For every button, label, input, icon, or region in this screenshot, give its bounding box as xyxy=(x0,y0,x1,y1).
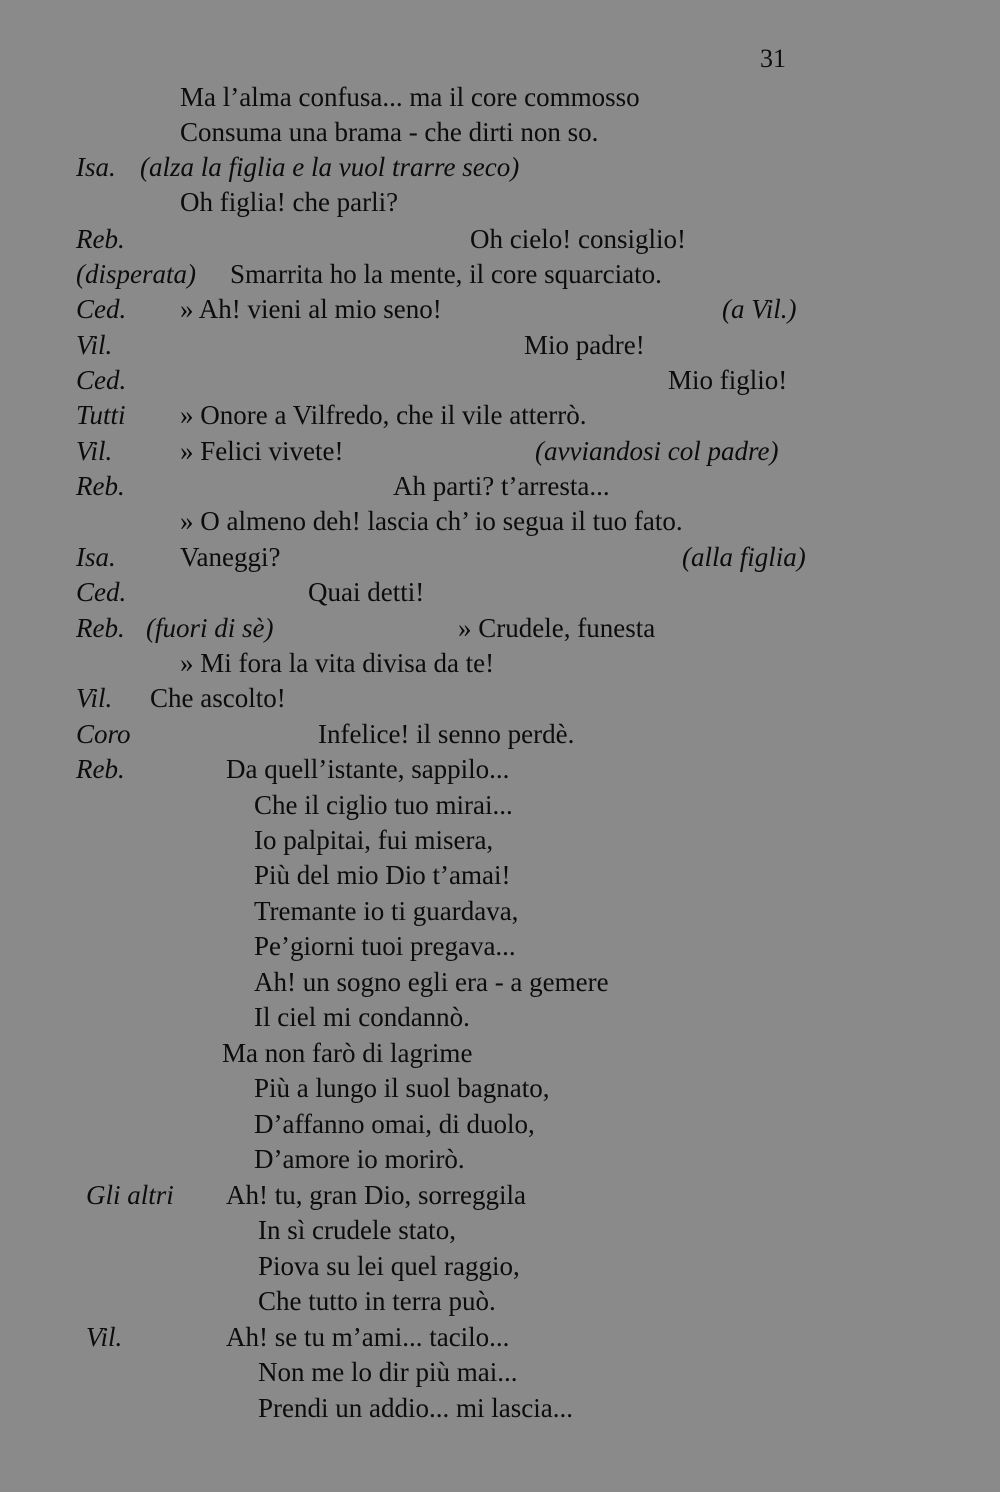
stage-direction: (fuori di sè) xyxy=(146,613,274,643)
verse-line: Piova su lei quel raggio, xyxy=(258,1251,520,1281)
speaker-label: Vil. xyxy=(86,1322,123,1352)
speaker-label: Gli altri xyxy=(86,1180,174,1210)
aside-direction: (avviandosi col padre) xyxy=(535,436,779,466)
verse-line: Mio figlio! xyxy=(668,365,788,395)
speaker-label: Tutti xyxy=(76,400,126,430)
verse-line: Pe’giorni tuoi pregava... xyxy=(254,931,516,961)
verse-line: Vaneggi? xyxy=(180,542,281,572)
verse-line: Infelice! il senno perdè. xyxy=(318,719,575,749)
verse-line: » Ah! vieni al mio seno! xyxy=(180,294,442,324)
verse-line: Più del mio Dio t’amai! xyxy=(254,860,511,890)
verse-line: Oh cielo! consiglio! xyxy=(470,224,686,254)
speaker-label: Vil. xyxy=(76,683,113,713)
speaker-label: Ced. xyxy=(76,365,127,395)
aside-direction: (alla figlia) xyxy=(682,542,806,572)
verse-line: Ma non farò di lagrime xyxy=(222,1038,473,1068)
speaker-label: Vil. xyxy=(76,436,113,466)
verse-line: » Onore a Vilfredo, che il vile atterrò. xyxy=(180,400,587,430)
verse-line: Smarrita ho la mente, il core squarciato. xyxy=(230,259,662,289)
speaker-label: Reb. xyxy=(76,613,125,643)
verse-line: Il ciel mi condannò. xyxy=(254,1002,470,1032)
verse-line: Ah! tu, gran Dio, sorreggila xyxy=(226,1180,526,1210)
verse-line: Oh figlia! che parli? xyxy=(180,187,399,217)
verse-line: » O almeno deh! lascia ch’ io segua il tuo fato. xyxy=(180,506,683,536)
verse-line: Ah! se tu m’ami... tacilo... xyxy=(226,1322,510,1352)
speaker-label: Vil. xyxy=(76,330,113,360)
verse-line: » Mi fora la vita divisa da te! xyxy=(180,648,495,678)
verse-line: Quai detti! xyxy=(308,577,425,607)
stage-direction: (disperata) xyxy=(76,259,196,289)
verse-line: Ma l’alma confusa... ma il core commosso xyxy=(180,82,640,112)
speaker-label: Coro xyxy=(76,719,131,749)
verse-line: Io palpitai, fui misera, xyxy=(254,825,494,855)
verse-line: Che tutto in terra può. xyxy=(258,1286,496,1316)
verse-line: Mio padre! xyxy=(524,330,645,360)
verse-line: Che ascolto! xyxy=(150,683,286,713)
verse-line: In sì crudele stato, xyxy=(258,1215,456,1245)
verse-line: D’amore io morirò. xyxy=(254,1144,465,1174)
verse-line: Da quell’istante, sappilo... xyxy=(226,754,510,784)
verse-line: Ah parti? t’arresta... xyxy=(393,471,610,501)
speaker-label: Isa. xyxy=(76,542,116,572)
verse-line: Ah! un sogno egli era - a gemere xyxy=(254,967,609,997)
speaker-label: Reb. xyxy=(76,224,125,254)
verse-line: Non me lo dir più mai... xyxy=(258,1357,518,1387)
verse-line: » Crudele, funesta xyxy=(458,613,656,643)
verse-line: Prendi un addio... mi lascia... xyxy=(258,1393,573,1423)
verse-line: Che il ciglio tuo mirai... xyxy=(254,790,513,820)
verse-line: Più a lungo il suol bagnato, xyxy=(254,1073,550,1103)
aside-direction: (a Vil.) xyxy=(722,294,797,324)
verse-line: D’affanno omai, di duolo, xyxy=(254,1109,535,1139)
speaker-label: Ced. xyxy=(76,577,127,607)
verse-line: Tremante io ti guardava, xyxy=(254,896,519,926)
verse-line: » Felici vivete! xyxy=(180,436,344,466)
stage-direction: (alza la figlia e la vuol trarre seco) xyxy=(140,152,520,182)
speaker-label: Isa. xyxy=(76,152,116,182)
speaker-label: Reb. xyxy=(76,471,125,501)
page-number: 31 xyxy=(760,44,786,73)
speaker-label: Reb. xyxy=(76,754,125,784)
verse-line: Consuma una brama - che dirti non so. xyxy=(180,117,599,147)
speaker-label: Ced. xyxy=(76,294,127,324)
